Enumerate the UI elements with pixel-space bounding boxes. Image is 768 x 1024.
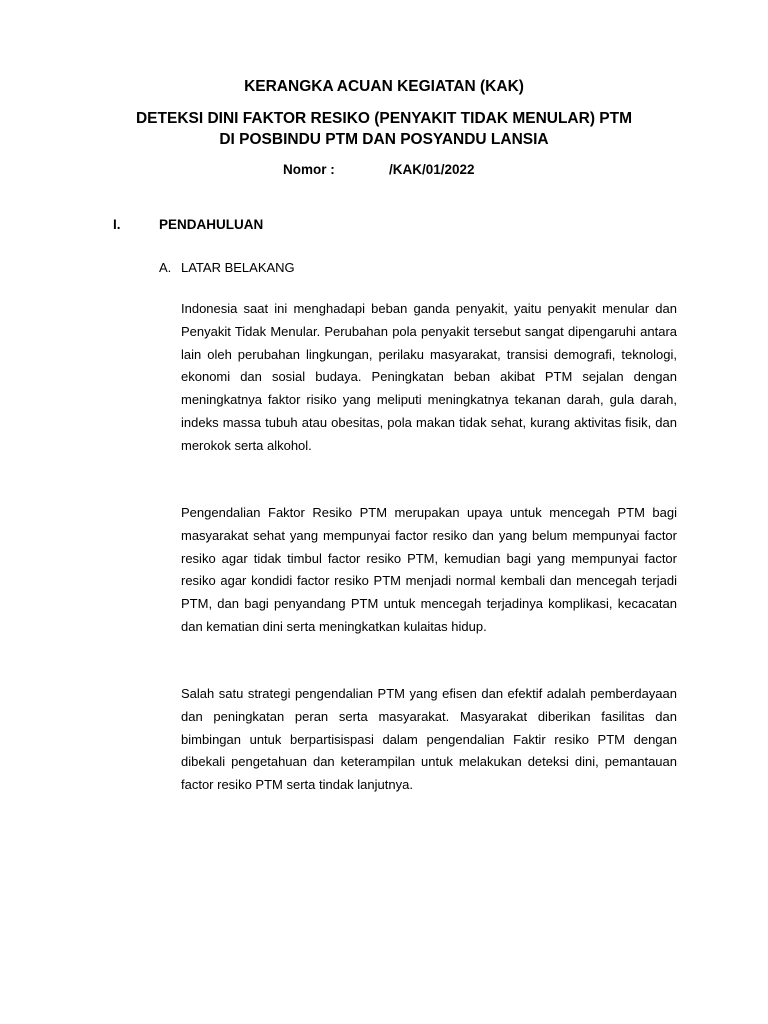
- nomor-value: /KAK/01/2022: [389, 162, 475, 177]
- subsection-title: LATAR BELAKANG: [181, 260, 295, 275]
- document-title: KERANGKA ACUAN KEGIATAN (KAK): [244, 78, 524, 95]
- paragraph: Salah satu strategi pengendalian PTM yang efisen dan efektif adalah pemberdayaan dan peningkatan peran serta masyarakat. Masyarakat diberikan fasilitas dan bimbingan untuk berpartisispasi dalam pengendalian Faktir resiko PTM dengan dibekali pengetahuan dan keterampilan untuk melakukan deteksi dini, pemantauan factor resiko PTM serta tindak lanjutnya.: [181, 686, 677, 793]
- document-subtitle-line2: DI POSBINDU PTM DAN POSYANDU LANSIA: [219, 131, 549, 148]
- section-title: PENDAHULUAN: [159, 217, 264, 232]
- document-subtitle-line1: DETEKSI DINI FAKTOR RESIKO (PENYAKIT TIDAK MENULAR) PTM: [135, 110, 633, 127]
- nomor-label: Nomor :: [283, 162, 335, 177]
- paragraph: Pengendalian Faktor Resiko PTM merupakan upaya untuk mencegah PTM bagi masyarakat sehat yang mempunyai factor resiko dan yang belum mempunyai factor resiko agar tidak timbul factor resiko PTM, kemudian bagi yang mempunyai factor resiko agar kondidi factor resiko PTM menjadi normal kembali dan mencegah terjadi PTM, dan bagi penyandang PTM untuk mencegah terjadinya komplikasi, kecacatan dan kematian dini serta meningkatkan kulaitas hidup.: [181, 505, 677, 634]
- subsection-letter: A.: [159, 260, 172, 275]
- section-number: I.: [113, 217, 121, 232]
- paragraph: Indonesia saat ini menghadapi beban ganda penyakit, yaitu penyakit menular dan Penyakit Tidak Menular. Perubahan pola penyakit tersebut sangat dipengaruhi antara lain oleh perubahan lingkungan, perilaku masyarakat, transisi demografi, teknologi, ekonomi dan sosial budaya. Peningkatan beban akibat PTM sejalan dengan meningkatnya faktor risiko yang meliputi meningkatnya tekanan darah, gula darah, indeks massa tubuh atau obesitas, pola makan tidak sehat, kurang aktivitas fisik, dan merokok serta alkohol.: [181, 301, 677, 453]
